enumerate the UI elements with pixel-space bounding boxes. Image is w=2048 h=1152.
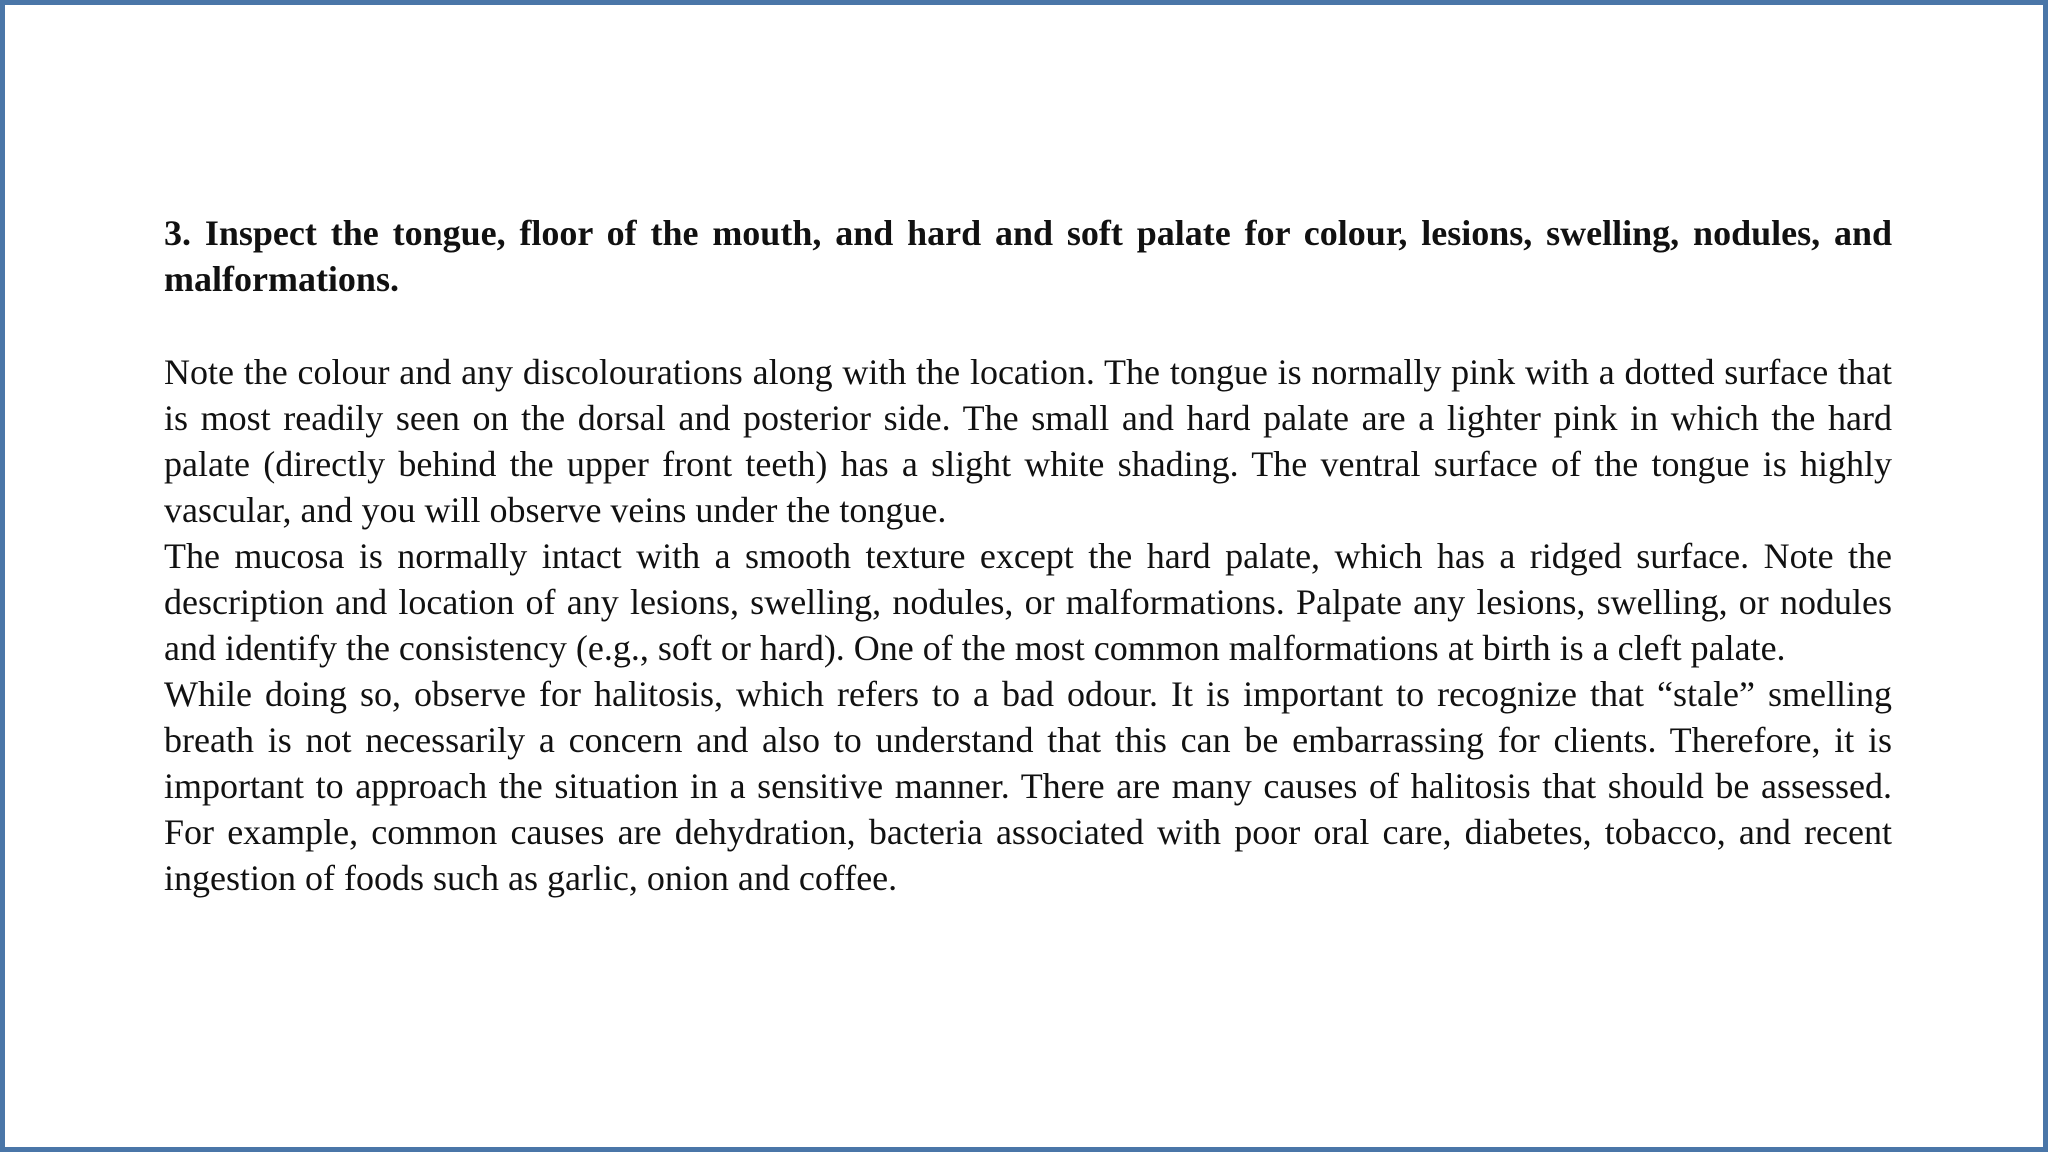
section-heading: 3. Inspect the tongue, floor of the mouth, and hard and soft palate for colour, lesions, swelling, nodules, and malformations. (164, 213, 1892, 299)
slide-content (164, 210, 1892, 901)
paragraph-halitosis: While doing so, observe for halitosis, which refers to a bad odour. It is important to recognize that “stale” smelling breath is not necessarily a concern and also to understand that this can be embarrassing for clients. Therefore, it is important to approach the situation in a sensitive manner. There are many causes of halitosis that should be assessed. For example, common causes are dehydration, bacteria associated with poor oral care, diabetes, tobacco, and recent ingestion of foods such as garlic, onion and coffee. (164, 674, 1892, 898)
paragraph-mucosa: The mucosa is normally intact with a smooth texture except the hard palate, which has a ridged surface. Note the description and location of any lesions, swelling, nodules, or malformations. Palpate any lesions, swelling, or nodules and identify the consistency (e.g., soft or hard). One of the most common malformations at birth is a cleft palate. (164, 536, 1892, 668)
paragraph-colour: Note the colour and any discolourations along with the location. The tongue is normally pink with a dotted surface that is most readily seen on the dorsal and posterior side. The small and hard palate are a lighter pink in which the hard palate (directly behind the upper front teeth) has a slight white shading. The ventral surface of the tongue is highly vascular, and you will observe veins under the tongue. (164, 352, 1892, 530)
